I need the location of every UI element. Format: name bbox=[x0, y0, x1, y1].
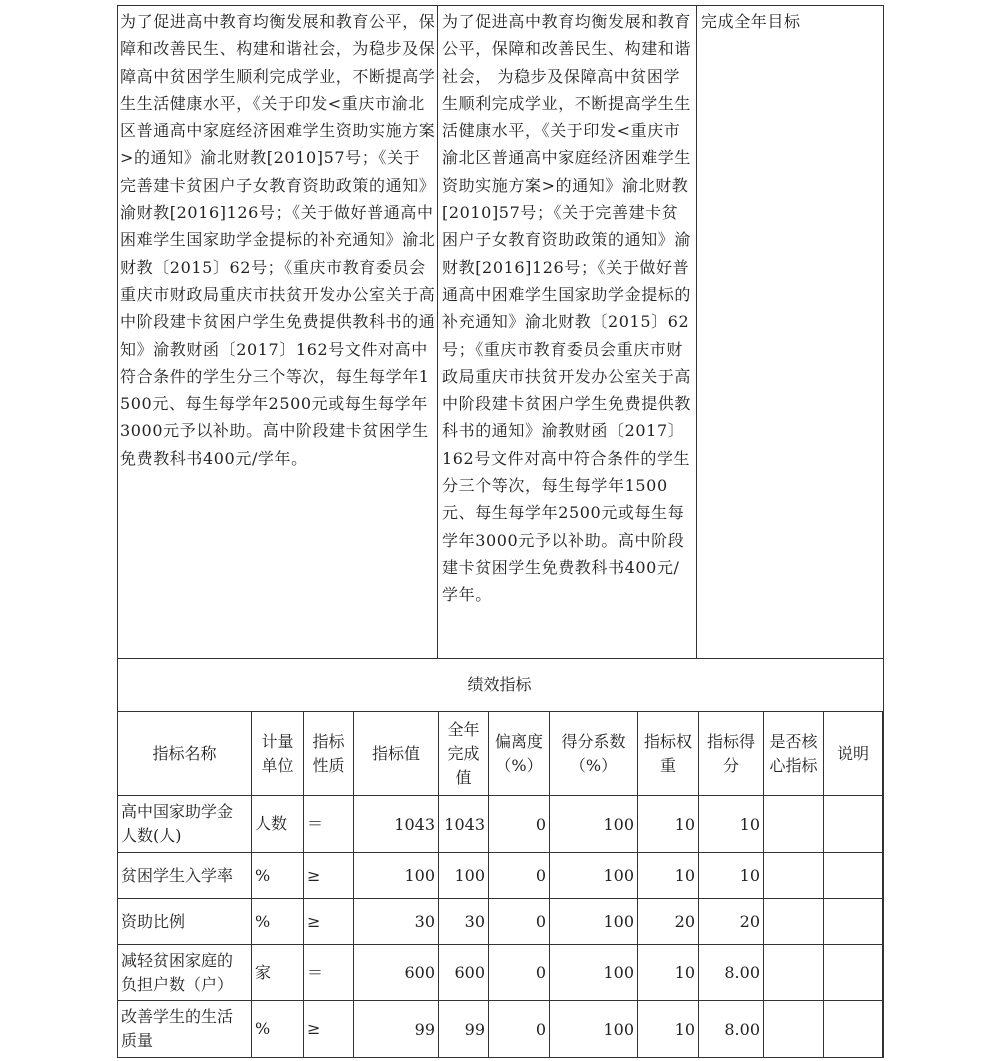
table-row bbox=[118, 1001, 883, 1058]
header-cell: 得分系数（%） bbox=[550, 712, 638, 796]
weight-cell: 10 bbox=[638, 796, 699, 853]
description-column-3: 完成全年目标 bbox=[701, 12, 801, 31]
section-title: 绩效指标 bbox=[467, 675, 532, 694]
score-cell: 10 bbox=[699, 853, 764, 899]
coef-cell: 100 bbox=[550, 796, 638, 853]
score-cell: 8.00 bbox=[699, 1001, 764, 1058]
actual-cell: 100 bbox=[439, 853, 489, 899]
table-row bbox=[118, 899, 883, 945]
description-column-1: 为了促进高中教育均衡发展和教育公平，保障和改善民生、构建和谐社会，为稳步及保障高中贫困学生顺利完成学业，不断提高学生生活健康水平，《关于印发<重庆市渝北区普通高中家庭经济困难学生资助实施方案>的通知》渝北财教[2010]57号；《关于完善建卡贫困户子女教育资助政策的通知》渝财教[2016]126号；《关于做好普通高中困难学生国家助学金提标的补充通知》渝北财教〔2015〕62号；《重庆市教育委员会重庆市财政局重庆市扶贫开发办公室关于高中阶段建卡贫困户学生免费提供教科书的通知》渝教财函〔2017〕162号文件对高中符合条件的学生分三个等次，每生每学年1500元、每生每学年2500元或每生每学年3000元予以补助。高中阶段建卡贫困学生免费教科书400元/学年。 bbox=[120, 12, 436, 468]
deviation-cell: 0 bbox=[489, 853, 550, 899]
indicator-name: 贫困学生入学率 bbox=[118, 853, 252, 899]
actual-cell: 30 bbox=[439, 899, 489, 945]
header-cell: 指标得分 bbox=[699, 712, 764, 796]
unit-cell: % bbox=[252, 1001, 304, 1058]
core-cell bbox=[764, 1001, 824, 1058]
header-cell: 是否核心指标 bbox=[764, 712, 824, 796]
unit-cell: % bbox=[252, 853, 304, 899]
header-row bbox=[118, 712, 883, 796]
actual-cell: 1043 bbox=[439, 796, 489, 853]
header-cell: 指标性质 bbox=[304, 712, 354, 796]
header-cell: 说明 bbox=[824, 712, 883, 796]
note-cell bbox=[824, 899, 883, 945]
table-row bbox=[118, 945, 883, 1001]
coef-cell: 100 bbox=[550, 853, 638, 899]
nature-cell: ＝ bbox=[304, 945, 354, 1001]
indicator-name: 高中国家助学金人数(人) bbox=[118, 796, 252, 853]
weight-cell: 10 bbox=[638, 1001, 699, 1058]
target-cell: 99 bbox=[354, 1001, 439, 1058]
score-cell: 10 bbox=[699, 796, 764, 853]
core-cell bbox=[764, 853, 824, 899]
indicator-name: 改善学生的生活质量 bbox=[118, 1001, 252, 1058]
header-cell: 偏离度（%） bbox=[489, 712, 550, 796]
core-cell bbox=[764, 796, 824, 853]
nature-cell: ＝ bbox=[304, 796, 354, 853]
header-cell: 全年完成值 bbox=[439, 712, 489, 796]
indicator-name: 减轻贫困家庭的负担户数（户） bbox=[118, 945, 252, 1001]
nature-cell: ≥ bbox=[304, 1001, 354, 1058]
column-divider bbox=[437, 5, 438, 659]
table-row bbox=[118, 853, 883, 899]
coef-cell: 100 bbox=[550, 1001, 638, 1058]
target-cell: 1043 bbox=[354, 796, 439, 853]
unit-cell: 家 bbox=[252, 945, 304, 1001]
weight-cell: 10 bbox=[638, 853, 699, 899]
core-cell bbox=[764, 945, 824, 1001]
deviation-cell: 0 bbox=[489, 945, 550, 1001]
coef-cell: 100 bbox=[550, 945, 638, 1001]
core-cell bbox=[764, 899, 824, 945]
header-cell: 指标名称 bbox=[118, 712, 252, 796]
actual-cell: 99 bbox=[439, 1001, 489, 1058]
header-cell: 指标权重 bbox=[638, 712, 699, 796]
header-cell: 指标值 bbox=[354, 712, 439, 796]
coef-cell: 100 bbox=[550, 899, 638, 945]
deviation-cell: 0 bbox=[489, 1001, 550, 1058]
target-cell: 30 bbox=[354, 899, 439, 945]
target-cell: 100 bbox=[354, 853, 439, 899]
column-divider bbox=[696, 5, 697, 659]
score-cell: 20 bbox=[699, 899, 764, 945]
actual-cell: 600 bbox=[439, 945, 489, 1001]
unit-cell: % bbox=[252, 899, 304, 945]
deviation-cell: 0 bbox=[489, 796, 550, 853]
note-cell bbox=[824, 945, 883, 1001]
note-cell bbox=[824, 853, 883, 899]
note-cell bbox=[824, 796, 883, 853]
weight-cell: 20 bbox=[638, 899, 699, 945]
note-cell bbox=[824, 1001, 883, 1058]
header-cell: 计量单位 bbox=[252, 712, 304, 796]
weight-cell: 10 bbox=[638, 945, 699, 1001]
table-row bbox=[118, 796, 883, 853]
indicator-name: 资助比例 bbox=[118, 899, 252, 945]
score-cell: 8.00 bbox=[699, 945, 764, 1001]
nature-cell: ≥ bbox=[304, 853, 354, 899]
deviation-cell: 0 bbox=[489, 899, 550, 945]
nature-cell: ≥ bbox=[304, 899, 354, 945]
unit-cell: 人数 bbox=[252, 796, 304, 853]
indicator-table bbox=[117, 711, 883, 1058]
target-cell: 600 bbox=[354, 945, 439, 1001]
description-column-2: 为了促进高中教育均衡发展和教育公平，保障和改善民生、构建和谐社会， 为稳步及保障高中贫困学生顺利完成学业，不断提高学生生活健康水平，《关于印发<重庆市渝北区普通高中家庭经济困难学生资助实施方案>的通知》渝北财教[2010]57号；《关于完善建卡贫困户子女教育资助政策的通知》渝财教[2016]126号；《关于做好普通高中困难学生国家助学金提标的补充通知》渝北财教〔2015〕62号；《重庆市教育委员会重庆市财政局重庆市扶贫开发办公室关于高中阶段建卡贫困户学生免费提供教科书的通知》渝教财函〔2017〕162号文件对高中符合条件的学生分三个等次，每生每学年1500元、每生每学年2500元或每生每学年3000元予以补助。高中阶段建卡贫困学生免费教科书400元/学年。 bbox=[442, 12, 692, 605]
